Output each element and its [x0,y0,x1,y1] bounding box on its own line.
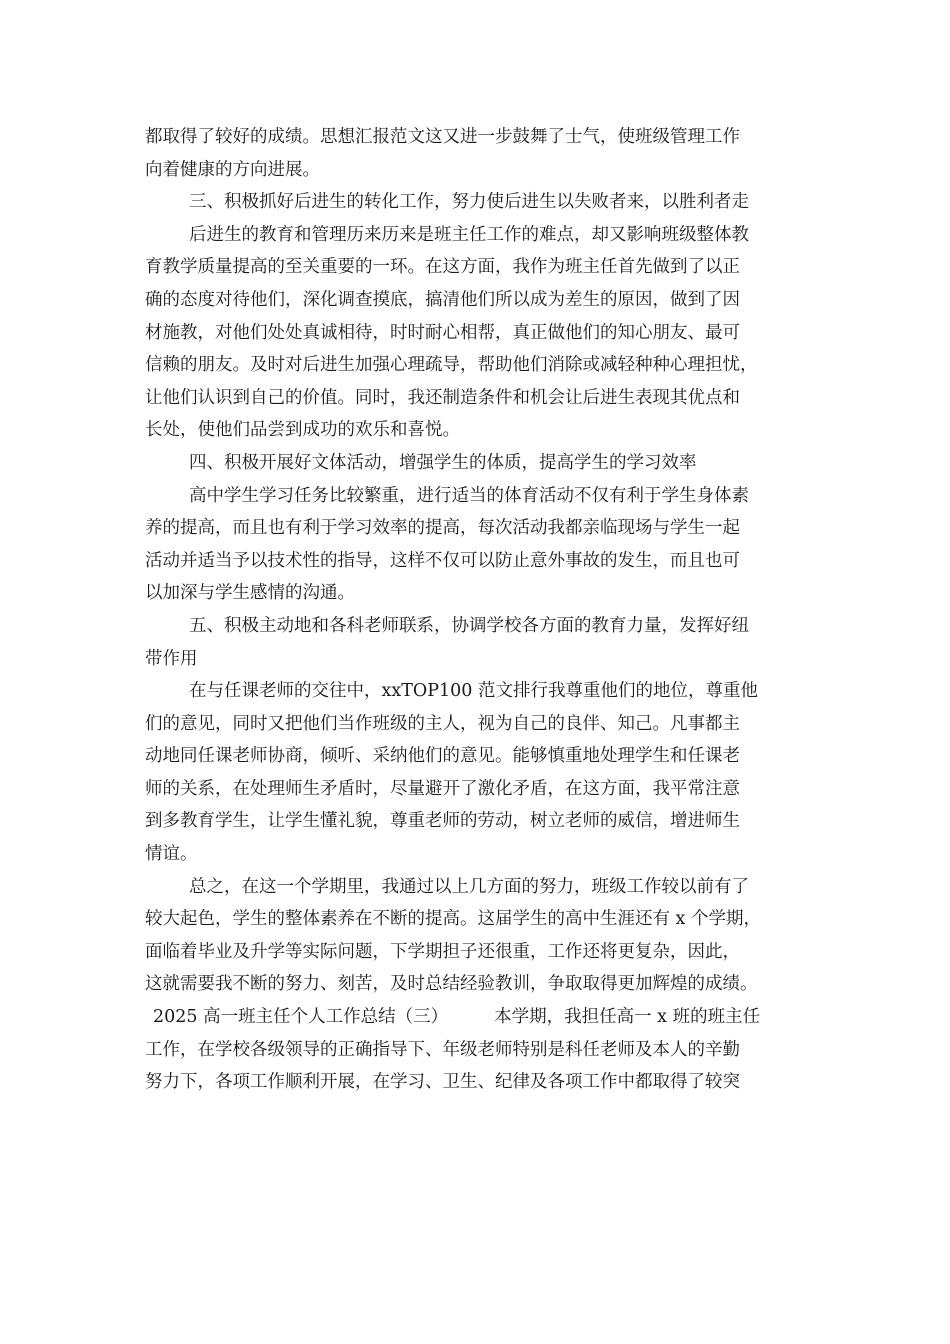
text-line: 长处，使他们品尝到成功的欢乐和喜悦。 [145,420,460,441]
text-line: 在与任课老师的交往中，xxTOP100 范文排行我尊重他们的地位，尊重他 [189,681,758,702]
document-body [145,121,810,1099]
text-line: 材施教，对他们处处真诚相待，时时耐心相帮，真正做他们的知心朋友、最可 [145,322,740,343]
text-line: 到多教育学生，让学生懂礼貌，尊重老师的劳动，树立老师的威信，增进师生 [145,811,740,832]
text-line: 向着健康的方向进展。 [145,159,320,180]
text-line: 活动并适当予以技术性的指导，这样不仅可以防止意外事故的发生，而且也可 [145,550,740,571]
text-line: 信赖的朋友。及时对后进生加强心理疏导，帮助他们消除或减轻种种心理担忧， [145,355,758,376]
text-line: 较大起色，学生的整体素养在不断的提高。这届学生的高中生涯还有 x 个学期， [145,909,761,930]
text-line: 以加深与学生感情的沟通。 [145,583,355,604]
text-line: 让他们认识到自己的价值。同时，我还制造条件和机会让后进生表现其优点和 [145,387,740,408]
text-line: 养的提高，而且也有利于学习效率的提高，每次活动我都亲临现场与学生一起 [145,518,740,539]
text-line: 情谊。 [145,844,198,865]
text-line: 努力下，各项工作顺利开展，在学习、卫生、纪律及各项工作中都取得了较突 [145,1072,740,1093]
text-line: 总之，在这一个学期里，我通过以上几方面的努力，班级工作较以前有了 [189,876,749,897]
text-line: 这就需要我不断的努力、刻苦，及时总结经验教训，争取取得更加辉煌的成绩。 [145,974,758,995]
text-line: 后进生的教育和管理历来历来是班主任工作的难点，却又影响班级整体教 [189,224,749,245]
summary-title: 2025 高一班主任个人工作总结（三） [153,1007,449,1028]
text-line: 工作，在学校各级领导的正确指导下、年级老师特别是科任老师及本人的辛勤 [145,1039,740,1060]
section-heading: 五、积极主动地和各科老师联系，协调学校各方面的教育力量，发挥好纽 [189,615,749,636]
text-line: 高中学生学习任务比较繁重，进行适当的体育活动不仅有利于学生身体素 [189,485,749,506]
text-line: 师的关系，在处理师生矛盾时，尽量避开了激化矛盾，在这方面，我平常注意 [145,778,740,799]
text-line: 确的态度对待他们，深化调查摸底，搞清他们所以成为差生的原因，做到了因 [145,289,740,310]
section-heading: 三、积极抓好后进生的转化工作，努力使后进生以失败者来，以胜利者走 [189,192,749,213]
text-line: 带作用 [145,648,198,669]
text-line: 本学期，我担任高一 x 班的班主任 [494,1007,761,1028]
section-heading: 四、积极开展好文体活动，增强学生的体质，提高学生的学习效率 [189,452,697,473]
text-line: 面临着毕业及升学等实际问题，下学期担子还很重，工作还将更复杂，因此， [145,941,740,962]
text-line: 动地同任课老师协商，倾听、采纳他们的意见。能够慎重地处理学生和任课老 [145,746,740,767]
summary-title-line [145,1001,810,1034]
text-line: 育教学质量提高的至关重要的一环。在这方面，我作为班主任首先做到了以正 [145,257,740,278]
text-line: 都取得了较好的成绩。思想汇报范文这又进一步鼓舞了士气，使班级管理工作 [145,127,740,147]
text-line: 们的意见，同时又把他们当作班级的主人，视为自己的良伴、知己。凡事都主 [145,713,740,734]
